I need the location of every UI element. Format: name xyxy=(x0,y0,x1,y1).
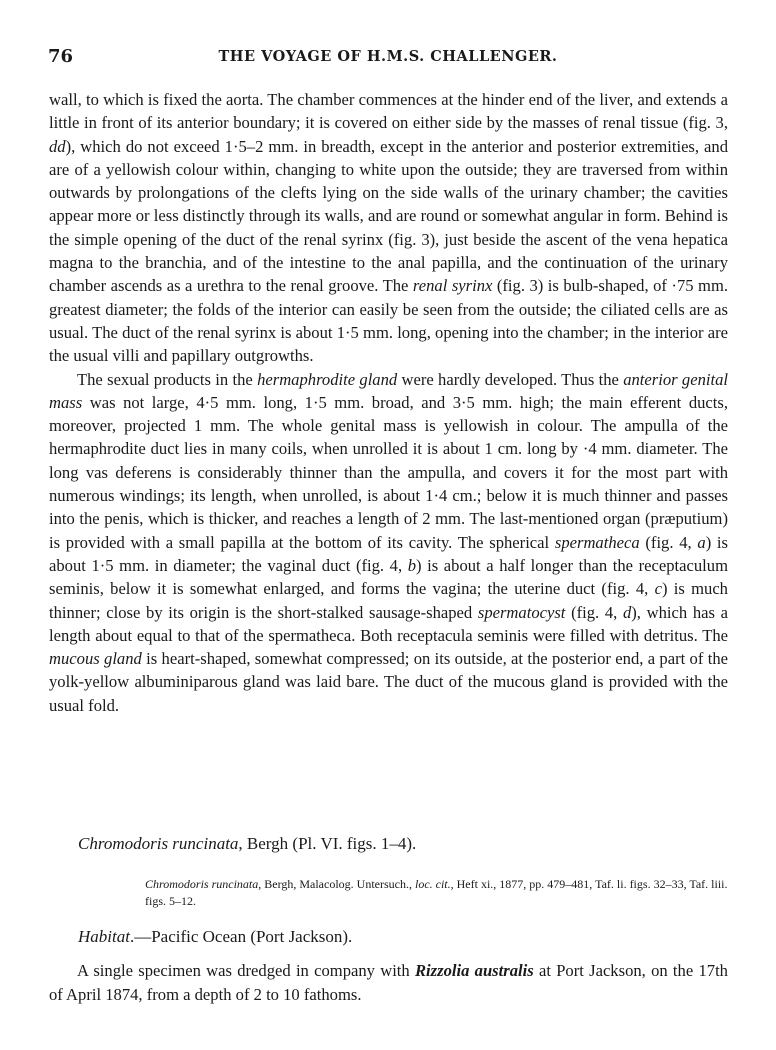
italic-run: a xyxy=(697,532,706,552)
running-title: THE VOYAGE OF H.M.S. CHALLENGER. xyxy=(218,48,558,65)
species-heading xyxy=(78,834,416,854)
citation-species: Chromodoris runcinata xyxy=(145,877,259,891)
italic-run: anterior genital mass xyxy=(49,369,728,412)
body-text xyxy=(49,88,728,717)
italic-run: spermatheca xyxy=(554,532,640,552)
habitat-text: .—Pacific Ocean (Port Jackson). xyxy=(129,927,353,946)
italic-run: dd xyxy=(49,136,66,156)
italic-run: renal syrinx xyxy=(412,276,493,296)
page-number: 76 xyxy=(48,46,74,67)
text-run: ) is about 1·5 mm. in diameter; the vaginal duct (fig. 4, xyxy=(49,532,728,575)
text-run: at Port Jackson, on the 17th of April 1874, from a depth of 2 to 10 fathoms. xyxy=(49,961,728,1004)
text-run: ) is much thinner; close by its origin is the short-stalked sausage-shaped xyxy=(49,579,728,622)
text-run: (fig. 4, xyxy=(565,602,623,622)
species-reference: , Bergh (Pl. VI. figs. 1–4). xyxy=(238,834,417,853)
text-run: was not large, 4·5 mm. long, 1·5 mm. broad, and 3·5 mm. high; the main efferent ducts, moreover, projected 1 mm. The whole genital mass is yellowish in colour. The ampulla of the hermaphrodite duct lies in many coils, when unrolled it is about 1 cm. long by ·4 mm. diameter. The long vas deferens is considerably thinner than the ampulla, and covers it for the most part with numerous windings; its length, when unrolled, is about 1·4 cm.; below it is much thinner and passes into the penis, which is thicker, and reaches a length of 2 mm. The last-mentioned organ (præputium) is provided with a small papilla at the bottom of its cavity. The spherical xyxy=(49,392,728,552)
italic-run: hermaphrodite gland xyxy=(257,369,398,389)
paragraph-specimen xyxy=(49,959,728,1007)
text-run: A single specimen was dredged in company with xyxy=(77,961,415,980)
italic-run: Rizzolia australis xyxy=(414,961,534,980)
paragraph-genital xyxy=(49,368,728,717)
final-paragraph xyxy=(49,959,728,1007)
text-run: is heart-shaped, somewhat compressed; on its outside, at the posterior end, a part of the yolk-yellow albuminiparous gland was laid bare. The duct of the mucous gland is provided with the usual fold. xyxy=(49,649,728,715)
habitat-label: Habitat xyxy=(78,927,130,946)
italic-run: c xyxy=(654,579,662,599)
paragraph-renal xyxy=(49,88,728,368)
text-run: The sexual products in the xyxy=(77,369,258,389)
italic-run: d xyxy=(622,602,632,622)
page-header xyxy=(48,46,728,70)
italic-run: mucous gland xyxy=(49,649,142,669)
text-run: ) is about a half longer than the receptaculum seminis, below it is somewhat enlarged, and forms the vagina; the uterine duct (fig. 4, xyxy=(49,555,728,599)
citation xyxy=(145,876,728,910)
text-run: wall, to which is fixed the aorta. The chamber commences at the hinder end of the liver, and extends a little in front of its anterior boundary; it is covered on either side by the masses of renal tissue (fig. 3, xyxy=(49,90,728,133)
text-run: (fig. 4, xyxy=(639,532,698,552)
habitat xyxy=(78,927,352,947)
text-run: (fig. 3) is bulb-shaped, of ·75 mm. greatest diameter; the folds of the interior can easily be seen from the outside; the ciliated cells are as usual. The duct of the renal syrinx is about 1·5 mm. long, opening into the chamber; in the interior are the usual villi and papillary outgrowths. xyxy=(49,276,729,366)
species-name: Chromodoris runcinata xyxy=(78,834,239,853)
text-run: were hardly developed. Thus the xyxy=(397,369,624,389)
italic-run: spermatocyst xyxy=(477,602,566,622)
text-run: ), which has a length about equal to that of the spermatheca. Both receptacula seminis were filled with detritus. The xyxy=(49,602,728,645)
text-run: , Bergh, Malacolog. Untersuch., xyxy=(258,877,415,891)
italic-run: b xyxy=(407,555,416,575)
italic-run: loc. cit. xyxy=(414,877,451,891)
text-run: , Heft xi., 1877, pp. 479–481, Taf. li. figs. 32–33, Taf. liii. figs. 5–12. xyxy=(145,877,728,908)
text-run: ), which do not exceed 1·5–2 mm. in breadth, except in the anterior and posterior extremities, and are of a yellowish colour within, changing to white upon the outside; they are traversed from within outwards by prolongations of the clefts lying on the side walls of the urinary chamber; the cavities appear more or less distinctly through its walls, and are round or somewhat angular in form. Behind is the simple opening of the duct of the renal syrinx (fig. 3), just beside the ascent of the vena hepatica magna to the branchia, and of the intestine to the anal papilla, and the continuation of the urinary chamber ascends as a urethra to the renal groove. The xyxy=(49,136,728,296)
